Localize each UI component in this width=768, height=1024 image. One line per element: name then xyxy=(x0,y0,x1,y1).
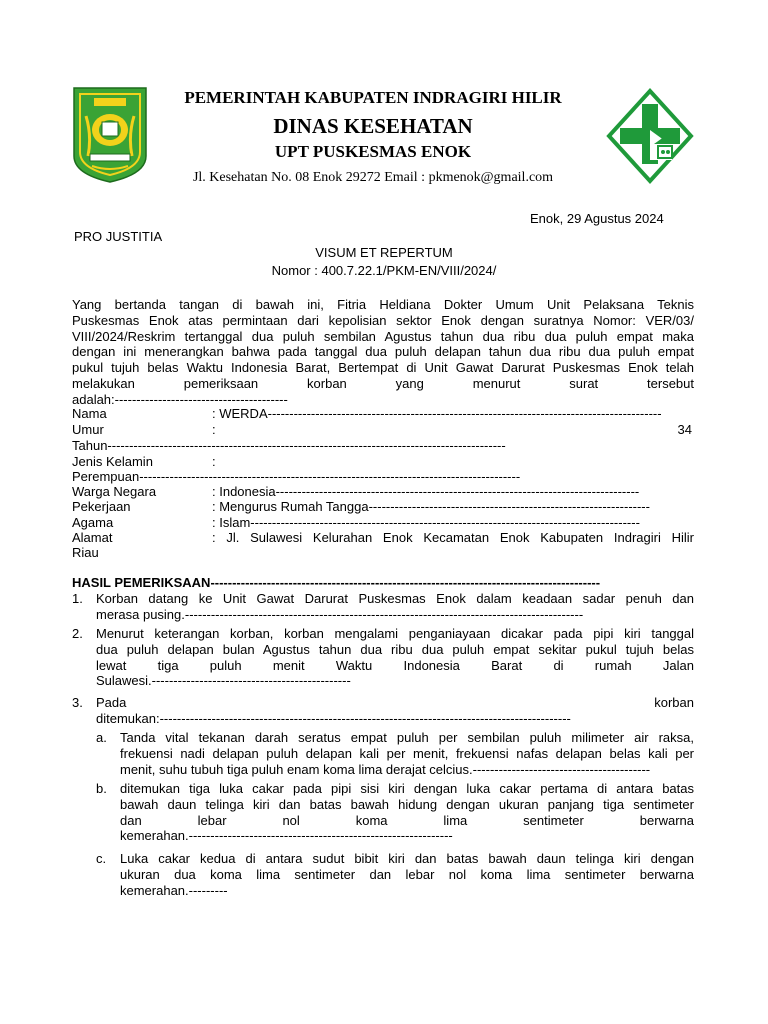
field-value: : xyxy=(212,422,216,437)
intro-line: Puskesmas Enok atas permintaan dari kepolisian sektor Enok dengan suratnya Nomor: VER/03/ xyxy=(72,312,694,328)
field-label: Riau xyxy=(72,545,99,560)
subitem-line: ukuran dua koma lima sentimeter dan lebar nol koma lima sentimeter berwarna xyxy=(120,866,694,882)
subitem-letter: c. xyxy=(96,851,107,866)
subitem-line: Luka cakar kedua di antara sudut bibit kiri dan batas bawah daun telinga kiri dengan xyxy=(120,851,694,866)
subitem-line: kemerahan.--------- xyxy=(120,882,228,898)
item-number: 2. xyxy=(72,626,83,641)
subitem-line: dan lebar nol koma lima sentimeter berwarna xyxy=(120,812,694,828)
field-label: Tahun-------------------------------------------------------------------------------------------- xyxy=(72,438,506,453)
intro-line: Yang bertanda tangan di bawah ini, Fitria Heldiana Dokter Umum Unit Pelaksana Teknis xyxy=(72,297,694,312)
item-line: lewat tiga puluh menit Waktu Indonesia Barat di rumah Jalan xyxy=(96,657,694,673)
field-label: Umur xyxy=(72,422,104,437)
subitem-line: kemerahan.------------------------------------------------------------- xyxy=(120,828,453,844)
field-value: : Mengurus Rumah Tangga----------------------------------------------------------------- xyxy=(212,499,650,514)
item-line: merasa pusing.-------------------------------------------------------------------------------------------- xyxy=(96,606,584,622)
intro-line: dengan ini menerangkan bahwa pada tanggal dua puluh delapan tahun dua ribu dua puluh empat xyxy=(72,344,694,360)
puskesmas-logo-icon xyxy=(606,88,694,184)
field-alamat-cont xyxy=(72,545,694,561)
field-label: Jenis Kelamin xyxy=(72,454,153,469)
field-label: Nama xyxy=(72,406,107,421)
intro-line: pukul tujuh belas Waktu Indonesia Barat, Bertempat di Unit Gawat Darurat Puskesmas Enok telah xyxy=(72,360,694,376)
field-warga-negara xyxy=(72,484,694,500)
field-label: Agama xyxy=(72,515,114,530)
item-line: ditemukan:----------------------------------------------------------------------------------------------- xyxy=(96,710,571,726)
item-line: Sulawesi.---------------------------------------------- xyxy=(96,673,351,689)
field-value: : Jl. Sulawesi Kelurahan Enok Kecamatan Enok Kabupaten Indragiri Hilir xyxy=(212,530,694,545)
intro-line: VIII/2024/Reskrim tertanggal dua puluh sembilan Agustus tahun dua ribu dua puluh empat maka xyxy=(72,328,694,344)
document-date: Enok, 29 Agustus 2024 xyxy=(530,211,664,226)
field-label: Alamat xyxy=(72,530,113,545)
letterhead-agency: DINAS KESEHATAN xyxy=(273,114,473,138)
field-alamat xyxy=(72,530,694,546)
item-line: Korban datang ke Unit Gawat Darurat Puskesmas Enok dalam keadaan sadar penuh dan xyxy=(96,591,694,606)
letterhead xyxy=(150,86,596,188)
subitem-line: bawah daun telinga kiri dan batas bawah hidung dengan ukuran panjang tiga sentimeter xyxy=(120,796,694,812)
field-agama xyxy=(72,515,694,531)
field-label: Warga Negara xyxy=(72,484,157,499)
field-label: Perempuan---------------------------------------------------------------------------------------- xyxy=(72,469,521,484)
field-jenis-kelamin xyxy=(72,454,694,470)
subitem-line: menit, suhu tubuh tiga puluh enam koma lima derajat celcius.----------------------------------------- xyxy=(120,761,651,777)
field-label: Pekerjaan xyxy=(72,499,131,514)
intro-line: adalah:---------------------------------------- xyxy=(72,391,288,407)
subitem-line: Tanda vital tekanan darah seratus empat puluh per sembilan puluh milimeter air raksa, xyxy=(120,730,694,745)
field-value-age: 34 xyxy=(677,422,692,437)
field-perempuan xyxy=(72,469,694,485)
field-tahun xyxy=(72,438,694,454)
subitem-line: frekuensi nadi delapan puluh delapan kali per menit, frekuensi nafas delapan belas kali per xyxy=(120,745,694,761)
field-pekerjaan xyxy=(72,499,694,515)
hasil-heading: HASIL PEMERIKSAAN------------------------------------------------------------------------------------------ xyxy=(72,575,601,590)
letterhead-unit: UPT PUSKESMAS ENOK xyxy=(274,142,472,161)
letterhead-address: Jl. Kesehatan No. 08 Enok 29272 Email : pkmenok@gmail.com xyxy=(192,170,554,185)
field-value: : Indonesia------------------------------------------------------------------------------------ xyxy=(212,484,640,499)
letterhead-government: PEMERINTAH KABUPATEN INDRAGIRI HILIR xyxy=(184,88,562,107)
intro-paragraph xyxy=(72,297,694,408)
item-number: 3. xyxy=(72,695,83,710)
field-value: : WERDA------------------------------------------------------------------------------------------- xyxy=(212,406,662,421)
pro-justitia-label: PRO JUSTITIA xyxy=(74,229,163,244)
field-value: : Islam------------------------------------------------------------------------------------------ xyxy=(212,515,640,530)
item-line: Pada korban xyxy=(96,695,694,710)
field-value: : xyxy=(212,454,216,469)
item-line: dua puluh delapan bulan Agustus tahun dua ribu dua puluh empat sekitar pukul tujuh belas xyxy=(96,641,694,657)
intro-line: melakukan pemeriksaan korban yang menurut surat tersebut xyxy=(72,375,694,391)
subitem-line: ditemukan tiga luka cakar pada pipi sisi kiri dengan luka cakar pertama di antara batas xyxy=(120,781,694,796)
field-umur xyxy=(72,422,694,438)
item-line: Menurut keterangan korban, korban mengalami penganiayaan dicakar pada pipi kiri tanggal xyxy=(96,626,694,641)
field-nama xyxy=(72,406,694,422)
document-title: VISUM ET REPERTUM xyxy=(315,245,453,260)
document-number: Nomor : 400.7.22.1/PKM-EN/VIII/2024/ xyxy=(271,263,497,278)
subitem-letter: b. xyxy=(96,781,107,796)
item-number: 1. xyxy=(72,591,83,606)
kabupaten-emblem-icon xyxy=(72,86,148,184)
subitem-letter: a. xyxy=(96,730,107,745)
